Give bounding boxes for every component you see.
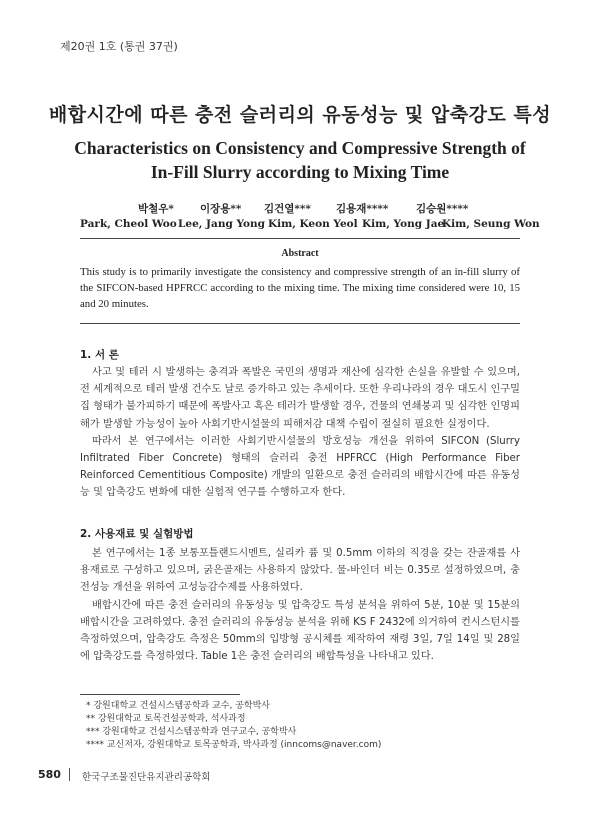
author-name-en: Kim, Seung Won (442, 218, 540, 230)
paragraph: 본 연구에서는 1종 보통포틀랜드시멘트, 실리카 퓸 및 0.5mm 이하의 직경을 갖는 잔골재를 사용재료로 구성하고 있으며, 굵은골재는 사용하지 않았다. 물-바인더 비는 0.35로 설정하였으며, 충전성능 개선을 위하여 고성능감수제를 사용하였다. (80, 548, 520, 594)
footnote: **** 교신저자, 강원대학교 토목공학과, 박사과정 (inncoms@naver.com) (86, 740, 382, 750)
abstract-heading: Abstract (281, 248, 319, 259)
author-name-ko: 박철우* (138, 203, 174, 215)
title-english-line1: Characteristics on Consistency and Compressive Strength of (74, 138, 526, 158)
footnote-rule (80, 694, 240, 695)
paragraph: 따라서 본 연구에서는 이러한 사회기반시설물의 방호성능 개선을 위하여 SIFCON (Slurry Infiltrated Fiber Concrete) 형태의 슬러리 충전 HPFRCC (High Performance Fiber Reinforced Cementitious Composite) 개발의 일환으로 충전 슬러리의 배합시간에 따른 유동성능 및 압축강도 변화에 대한 실험적 연구를 수행하고자 한다. (80, 435, 520, 499)
paragraph: 사고 및 테러 시 발생하는 충격과 폭발은 국민의 생명과 재산에 심각한 손실을 유발할 수 있으며, 전 세계적으로 테러 발생 건수도 날로 증가하고 있는 추세이다. 또한 우리나라의 경우 대도시 인구밀집 형태가 불가피하기 때문에 폭발사고 혹은 테러가 발생할 경우, 건물의 연쇄붕괴 및 심각한 인명피해가 발생할 가능성이 높아 사회기반시설물의 피해저감 대책 수립이 절실히 필요한 실정이다. (80, 367, 520, 430)
footnotes (86, 700, 381, 752)
author-name-en: Kim, Keon Yeol (268, 218, 358, 230)
authors-english (80, 218, 540, 232)
journal-issue-header: 제20권 1호 (통권 37권) (60, 40, 178, 53)
page-number: 580 (38, 768, 70, 781)
title-english-line2: In-Fill Slurry according to Mixing Time (150, 162, 450, 182)
author-name-en: Kim, Yong Jae (362, 218, 445, 230)
footnote: * 강원대학교 건설시스템공학과 교수, 공학박사 (86, 701, 270, 711)
abstract-bottom-rule (80, 323, 520, 324)
footnote: ** 강원대학교 토목건설공학과, 석사과정 (86, 714, 246, 724)
section-body-introduction (80, 364, 520, 502)
author-name-en: Park, Cheol Woo (80, 218, 177, 230)
section-heading-introduction: 1. 서 론 (80, 349, 119, 361)
authors-korean (80, 201, 520, 215)
author-name-ko: 김승원**** (416, 203, 469, 215)
section-heading-materials-methods: 2. 사용재료 및 실험방법 (80, 528, 194, 540)
section-body-materials-methods (80, 545, 520, 665)
abstract-text: This study is to primarily investigate the consistency and compressive strength of an in-fill slurry of the SIFCON-based HPFRCC according to the mixing time. The mixing time considered were 10, 15 and 20 minutes. (80, 266, 520, 310)
journal-name: 한국구조물진단유지관리공학회 (82, 772, 211, 783)
paragraph: 배합시간에 따른 충전 슬러리의 유동성능 및 압축강도 특성 분석을 위하여 5분, 10분 및 15분의 배합시간을 고려하였다. 충전 슬러리의 유동성능 분석을 위해 KS F 2432에 의거하여 컨시스턴시를 측정하였으며, 압축강도 측정은 50mm의 입방형 공시체를 제작하여 재령 3일, 7일 14일 및 28일에 압축강도를 측정하였다. Table 1은 충전 슬러리의 배합특성을 나타내고 있다. (80, 599, 520, 663)
title-korean: 배합시간에 따른 충전 슬러리의 유동성능 및 압축강도 특성 (48, 104, 552, 126)
author-name-ko: 김건열*** (264, 203, 311, 215)
author-name-ko: 이장용** (200, 203, 242, 215)
footnote: *** 강원대학교 건설시스템공학과 연구교수, 공학박사 (86, 727, 297, 737)
author-name-ko: 김용재**** (336, 203, 389, 215)
author-name-en: Lee, Jang Yong (178, 218, 266, 230)
abstract-top-rule (80, 238, 520, 239)
